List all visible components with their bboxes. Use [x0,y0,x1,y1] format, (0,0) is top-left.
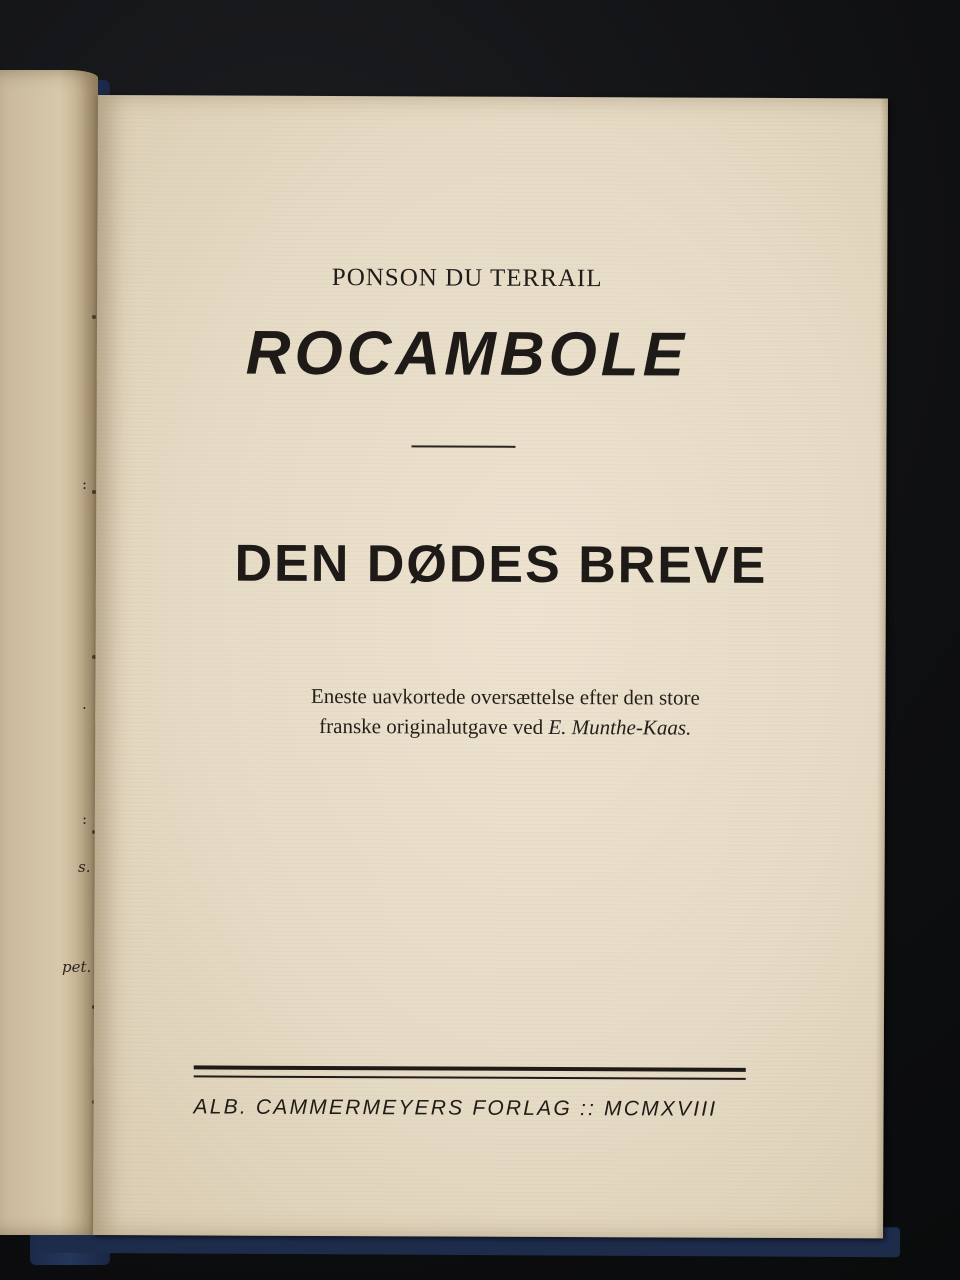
publisher-rule-thick [194,1065,746,1071]
left-page [0,70,98,1235]
translation-note [95,680,885,743]
left-page-fragment: . [82,695,87,713]
left-page-fragment: : [82,475,88,493]
divider-rule [411,445,515,447]
title-page [93,95,888,1238]
series-title: ROCAMBOLE [245,318,689,390]
translator-name: E. Munthe-Kaas. [548,714,692,740]
publisher-rule-thin [194,1075,746,1079]
author-name: PONSON DU TERRAIL [331,264,603,293]
translation-note-line-2 [125,710,885,743]
left-page-fragment: : [82,810,88,828]
binding-stitch [92,315,96,319]
left-page-fragment: s. [78,858,91,876]
left-page-fragment: pet. [62,958,92,976]
publisher-imprint: ALB. CAMMERMEYERS FORLAG :: MCMXVIII [193,1095,718,1121]
book-title: DEN DØDES BREVE [234,534,768,595]
translation-note-prefix: franske originalutgave ved [319,713,544,739]
translation-note-line-1: Eneste uavkortede oversættelse efter den store [310,683,700,710]
